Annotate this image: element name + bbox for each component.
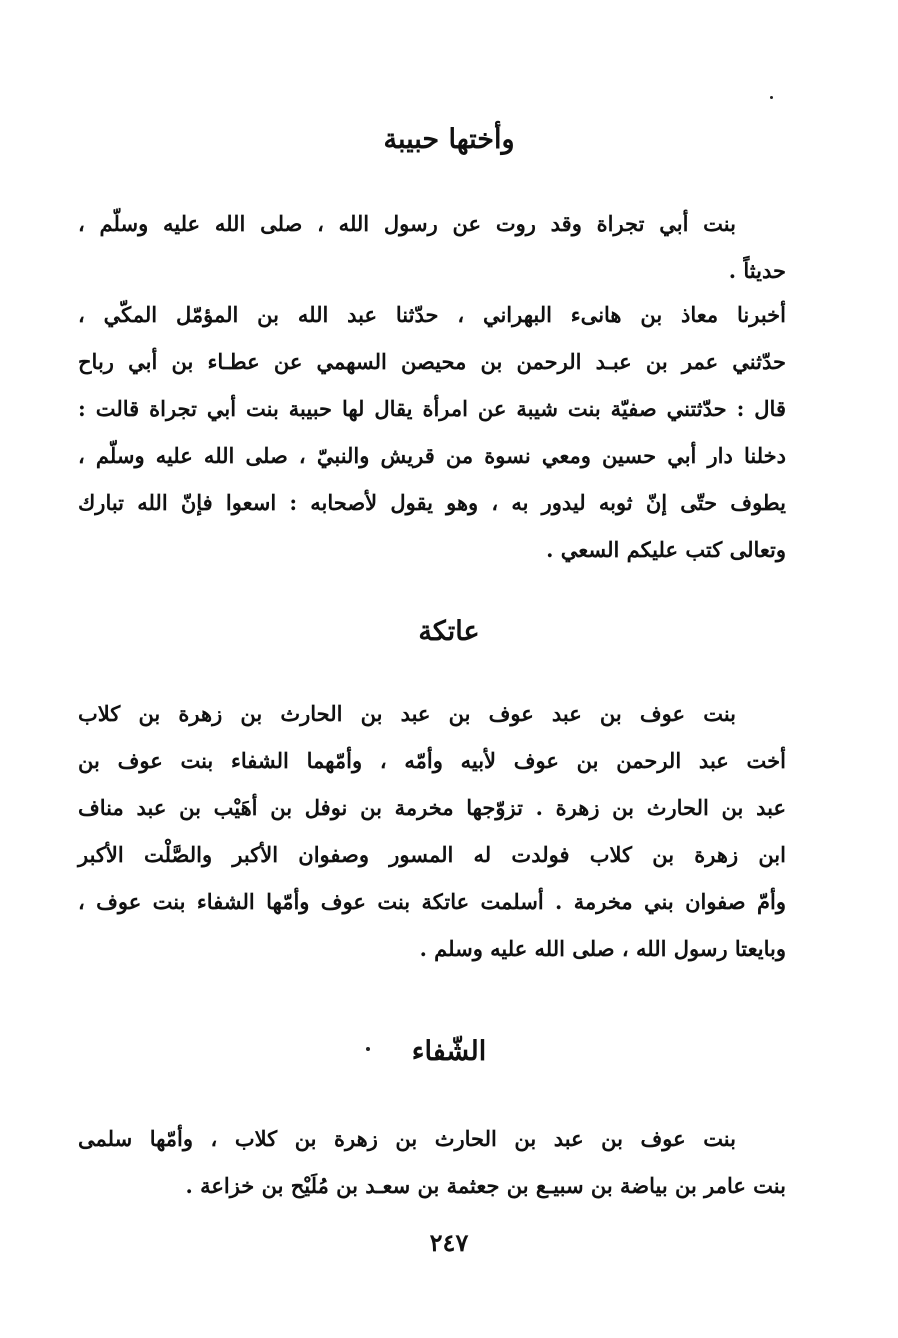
page-number: ٢٤٧ <box>429 1228 469 1257</box>
text-line: بنت عوف بن عبد عوف بن عبد بن الحارث بن زهرة بن كلاب <box>78 701 736 726</box>
section-heading-atika: عاتكة <box>418 616 480 647</box>
ink-speck <box>366 1047 370 1051</box>
paragraph-habiba-narration <box>78 291 786 573</box>
text-line: بنت عامر بن بياضة بن سبيـع بن جعثمة بن سعـد بن مُلَيْح بن خزاعة . <box>185 1173 786 1198</box>
text-line: أخت عبد الرحمن بن عوف لأبيه وأمّه ، وأمّهما الشفاء بنت عوف بن <box>78 748 786 773</box>
section-heading-shifa: الشّفاء <box>411 1036 487 1067</box>
section-heading-habiba: وأختها حبيبة <box>383 124 515 155</box>
text-line: بنت عوف بن عبد بن الحارث بن زهرة بن كلاب ، وأمّها سلمى <box>78 1126 736 1151</box>
text-line: وبايعتا رسول الله ، صلى الله عليه وسلم . <box>419 936 786 961</box>
text-line: قال : حدّثتني صفيّة بنت شيبة عن امرأة يقال لها حبيبة بنت أبي تجراة قالت : <box>78 396 786 421</box>
paragraph-shifa <box>78 1115 786 1209</box>
text-line: وأمّ صفوان بني مخرمة . أسلمت عاتكة بنت عوف وأمّها الشفاء بنت عوف ، <box>78 889 786 914</box>
text-line: حديثاً . <box>728 258 786 283</box>
text-line: حدّثني عمر بن عبـد الرحمن بن محيصن السهمي عن عطـاء بن أبي رباح <box>78 349 786 374</box>
text-line: وتعالى كتب عليكم السعي . <box>546 537 786 562</box>
text-line: عبد بن الحارث بن زهرة . تزوّجها مخرمة بن نوفل بن أهَيْب بن عبد مناف <box>78 795 786 820</box>
paragraph-atika <box>78 690 786 972</box>
text-line: يطوف حتّى إنّ ثوبه ليدور به ، وهو يقول لأصحابه : اسعوا فإنّ الله تبارك <box>78 490 786 515</box>
text-line: ابن زهرة بن كلاب فولدت له المسور وصفوان الأكبر والصَّلْت الأكبر <box>78 842 786 867</box>
ink-speck <box>770 96 773 99</box>
text-line: دخلنا دار أبي حسين ومعي نسوة من قريش والنبيّ ، صلى الله عليه وسلّم ، <box>78 443 786 468</box>
text-line: أخبرنا معاذ بن هانىء البهراني ، حدّثنا عبد الله بن المؤمّل المكّي ، <box>78 302 786 327</box>
text-line: بنت أبي تجراة وقد روت عن رسول الله ، صلى الله عليه وسلّم ، <box>78 211 736 236</box>
paragraph-habiba-intro <box>78 200 786 294</box>
